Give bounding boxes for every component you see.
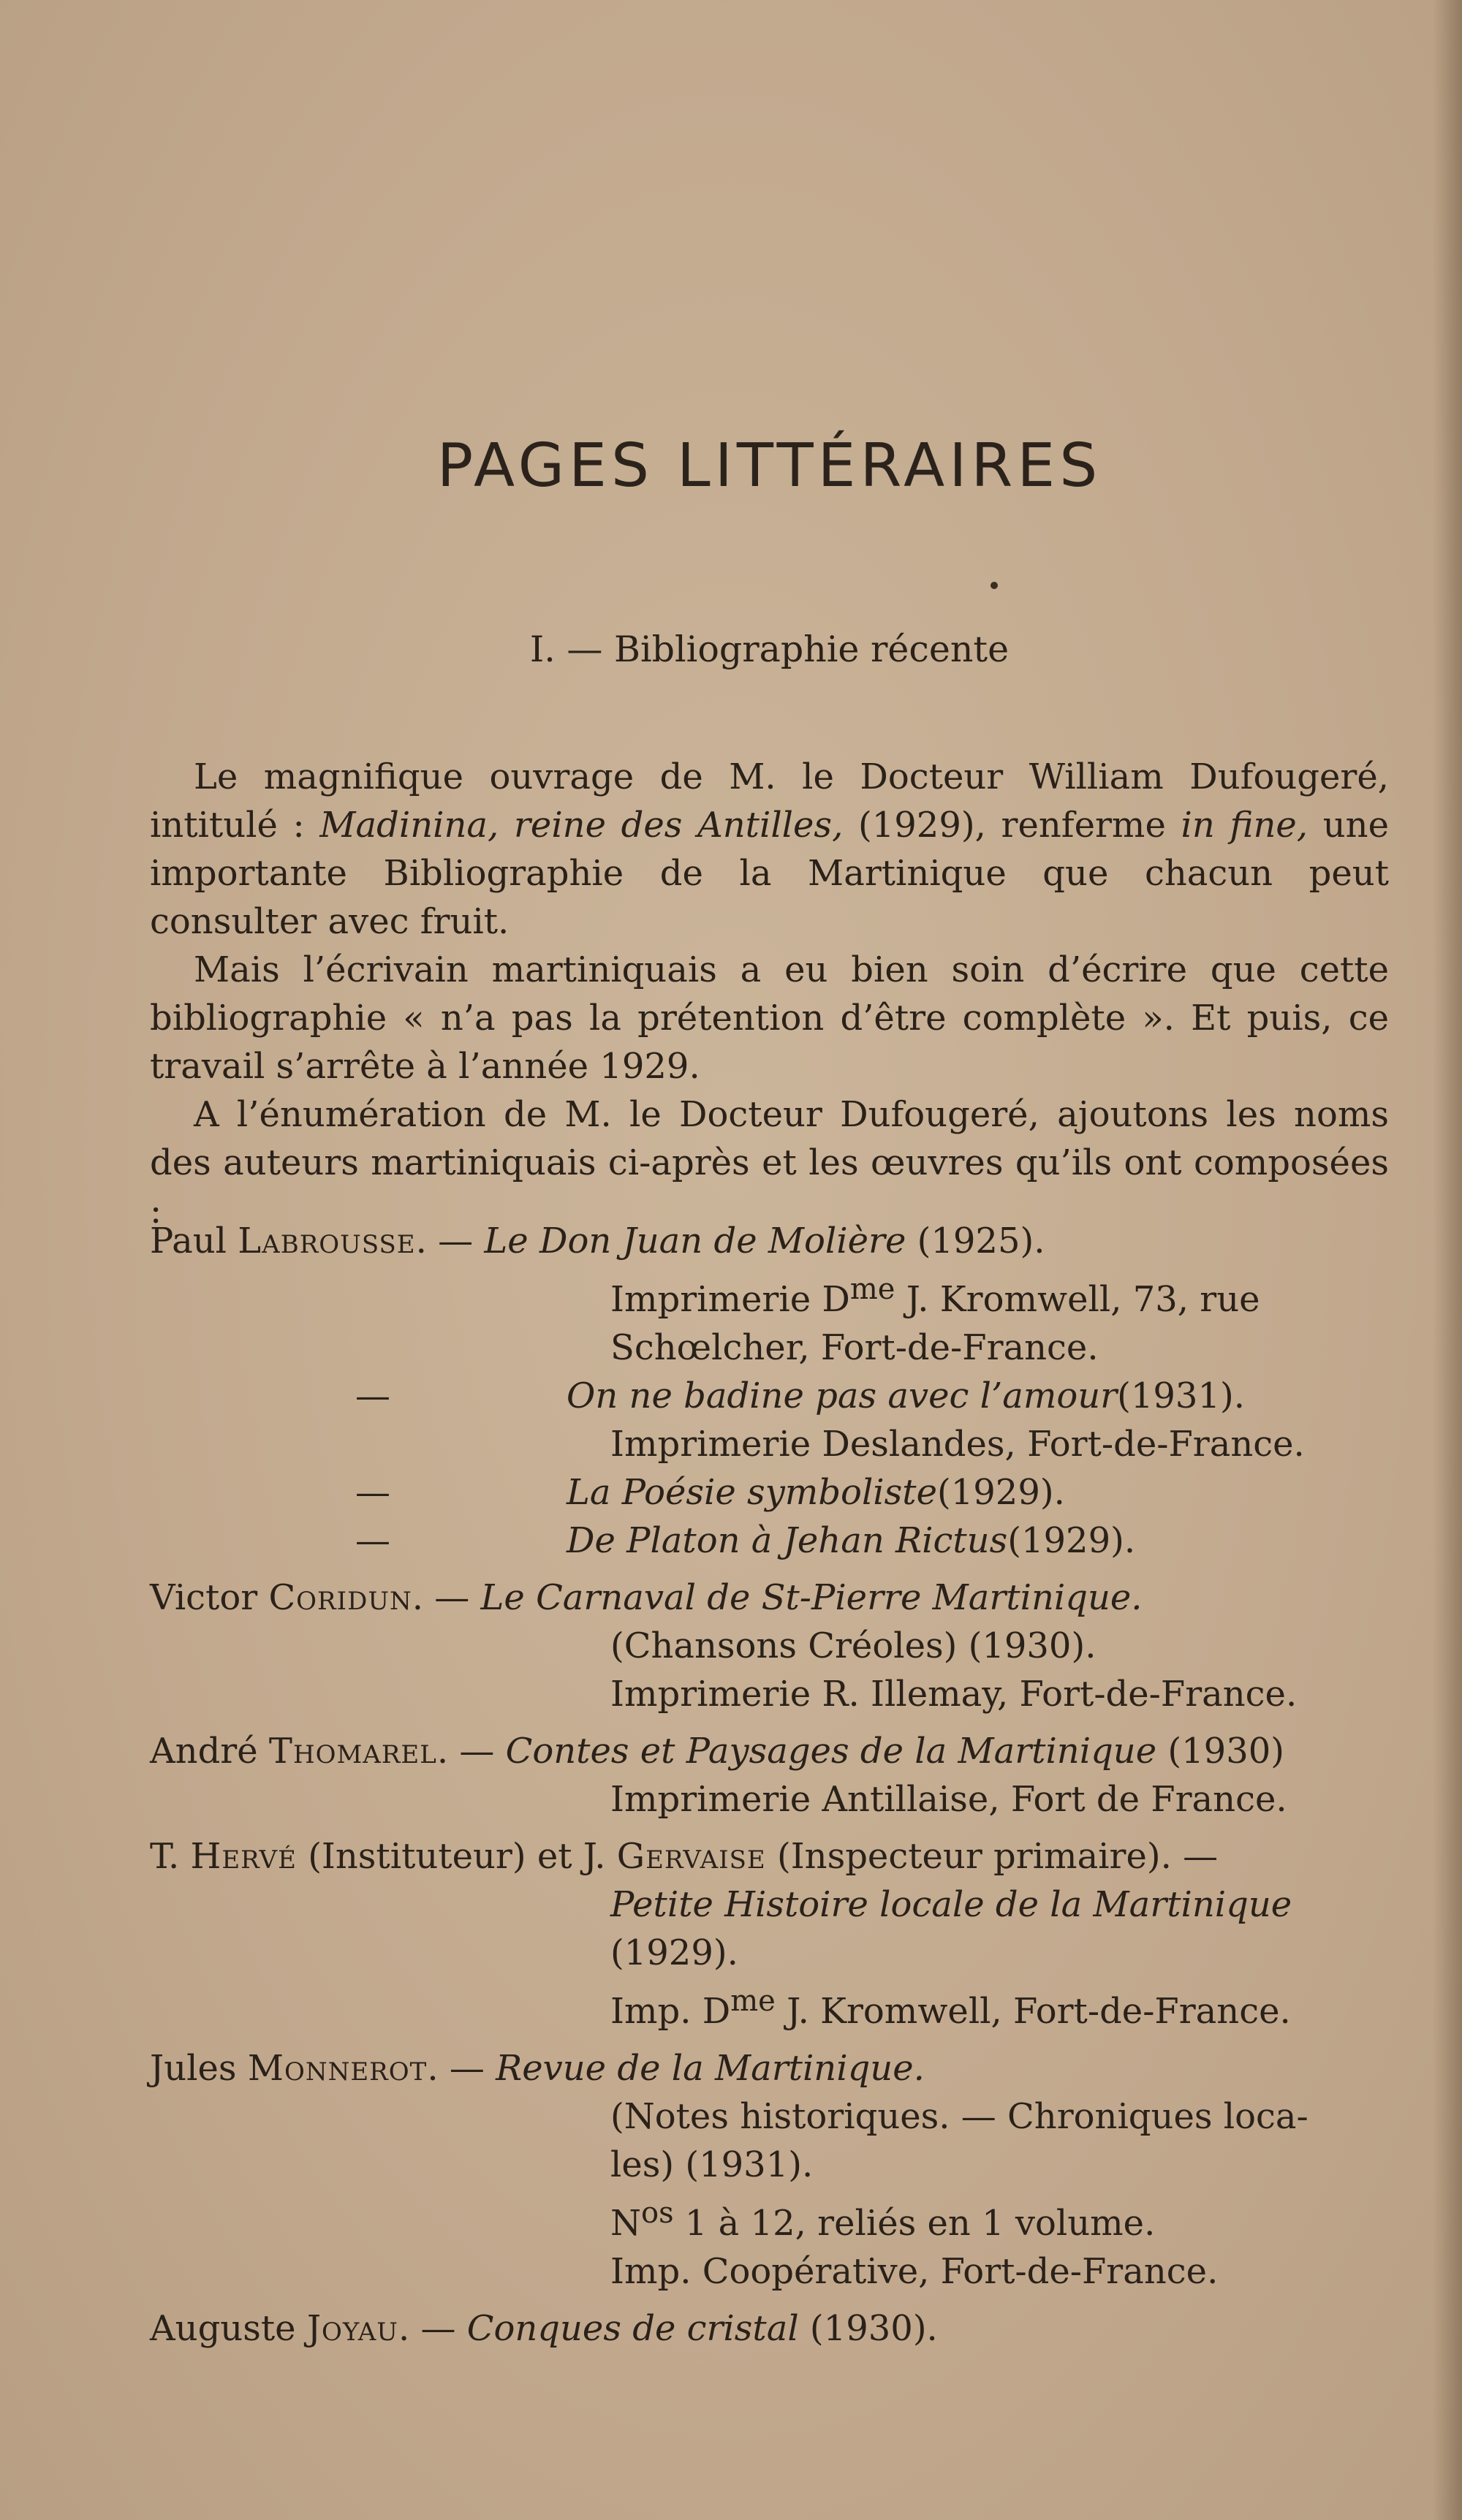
bibliography-list bbox=[150, 1217, 1389, 2361]
separator: . — bbox=[415, 1221, 485, 1261]
ditto-row bbox=[150, 1517, 1389, 1565]
author-last: Joyau bbox=[306, 2308, 398, 2349]
work-year: (1930). bbox=[798, 2308, 938, 2349]
work-title: De Platon à Jehan Rictus bbox=[567, 1520, 1008, 1561]
work-note: (Chansons Créoles) (1930). bbox=[610, 1625, 1096, 1666]
entry-monnerot bbox=[150, 2044, 1389, 2296]
entry-joyau bbox=[150, 2304, 1389, 2353]
intro-p1-text-a: Le magnifique ouvrage de M. le Docteur William Dufougeré, intitulé : bbox=[150, 756, 1389, 846]
author-first: Victor bbox=[150, 1577, 269, 1618]
work-title: Le Carnaval de St-Pierre Martinique. bbox=[480, 1577, 1143, 1618]
intro-paragraph-3: A l’énumération de M. le Docteur Dufougeré, ajoutons les noms des auteurs martiniquais ci-après et les œuvres qu’ils ont composées : bbox=[150, 1094, 1389, 1231]
author-last: Monnerot bbox=[247, 2048, 428, 2089]
author-last: Gervaise bbox=[616, 1836, 766, 1877]
work-year: (1930) bbox=[1156, 1731, 1284, 1772]
work-title: Le Don Juan de Molière bbox=[484, 1221, 906, 1261]
separator: . — bbox=[427, 2048, 496, 2089]
intro-p1-title: Madinina, reine des Antilles, bbox=[319, 805, 844, 846]
ditto-dash: — bbox=[355, 1520, 390, 1561]
author-role: (Inspecteur primaire). — bbox=[765, 1836, 1219, 1877]
publisher-line: Imprimerie $D^{me}$ J. Kromwell, 73, rue bbox=[610, 1272, 1260, 1320]
work-year: (1929). bbox=[610, 1932, 738, 1973]
separator: . — bbox=[398, 2308, 467, 2349]
separator: . — bbox=[412, 1577, 481, 1618]
author-last: Hervé bbox=[190, 1836, 297, 1877]
author-first: Auguste bbox=[150, 2308, 307, 2349]
work-title: Conques de cristal bbox=[466, 2308, 799, 2349]
work-title: La Poésie symboliste bbox=[567, 1472, 937, 1513]
publisher-line: Imp. $D^{me}$ J. Kromwell, Fort-de-France. bbox=[610, 1984, 1291, 2032]
work-note: les) (1931). bbox=[610, 2144, 814, 2185]
author-last: Thomarel bbox=[268, 1731, 437, 1772]
publisher-line-cont: Schœlcher, Fort-de-France. bbox=[610, 1327, 1099, 1368]
author-last: Labrousse bbox=[238, 1221, 416, 1261]
intro-p1-text-b: (1929), renferme bbox=[843, 805, 1181, 846]
entry-labrousse bbox=[150, 1217, 1389, 1565]
author-last: Coridun bbox=[268, 1577, 412, 1618]
intro-p1-latin: in fine, bbox=[1181, 805, 1308, 846]
work-note: (Notes historiques. — Chroniques loca- bbox=[610, 2096, 1308, 2137]
entry-coridun bbox=[150, 1574, 1389, 1718]
intro-paragraph-1 bbox=[150, 753, 1389, 946]
work-year: (1925). bbox=[906, 1221, 1045, 1261]
section-heading: I. — Bibliographie récente bbox=[529, 629, 1010, 670]
author-role: (Instituteur) et J. bbox=[296, 1836, 617, 1877]
page-edge-shadow bbox=[1433, 0, 1462, 2520]
work-title-line bbox=[150, 1880, 1389, 1929]
book-page bbox=[150, 0, 1389, 2520]
issues-line: $N^{os}$ 1 à 12, reliés en 1 volume. bbox=[610, 2196, 1156, 2244]
publisher-line: Imprimerie R. Illemay, Fort-de-France. bbox=[610, 1674, 1298, 1715]
work-year: (1929). bbox=[936, 1472, 1065, 1513]
author-first: T. bbox=[150, 1836, 191, 1877]
intro-p1-text-c: une importante Bibliographie de la Martinique que chacun peut consulter avec fruit. bbox=[150, 805, 1389, 942]
ditto-dash: — bbox=[355, 1472, 390, 1513]
publisher-line: Imp. Coopérative, Fort-de-France. bbox=[610, 2251, 1219, 2292]
author-first: Paul bbox=[150, 1221, 238, 1261]
work-year: (1929). bbox=[1007, 1520, 1136, 1561]
ditto-row bbox=[150, 1372, 1389, 1420]
entry-thomarel bbox=[150, 1727, 1389, 1823]
intro-text bbox=[150, 753, 1389, 1235]
work-year: (1931). bbox=[1117, 1375, 1245, 1416]
ditto-dash: — bbox=[355, 1375, 390, 1416]
page-title: PAGES LITTÉRAIRES bbox=[436, 431, 1102, 501]
publisher-line: Imprimerie Antillaise, Fort de France. bbox=[610, 1779, 1287, 1820]
separator: . — bbox=[436, 1731, 506, 1772]
entry-herve-gervaise bbox=[150, 1832, 1389, 2035]
publisher-line: Imprimerie Deslandes, Fort-de-France. bbox=[610, 1424, 1305, 1465]
intro-paragraph-2: Mais l’écrivain martiniquais a eu bien soin d’écrire que cette bibliographie « n’a pas la prétention d’être complète ». Et puis, ce travail s’arrête à l’année 1929. bbox=[150, 949, 1389, 1087]
work-title: Revue de la Martinique. bbox=[496, 2048, 925, 2089]
work-title: Petite Histoire locale de la Martinique bbox=[610, 1884, 1292, 1925]
author-first: Jules bbox=[150, 2048, 248, 2089]
work-title: On ne badine pas avec l’amour bbox=[567, 1375, 1118, 1416]
work-title: Contes et Paysages de la Martinique bbox=[505, 1731, 1157, 1772]
ornament-dot bbox=[991, 582, 998, 589]
ditto-row bbox=[150, 1468, 1389, 1517]
author-first: André bbox=[150, 1731, 269, 1772]
